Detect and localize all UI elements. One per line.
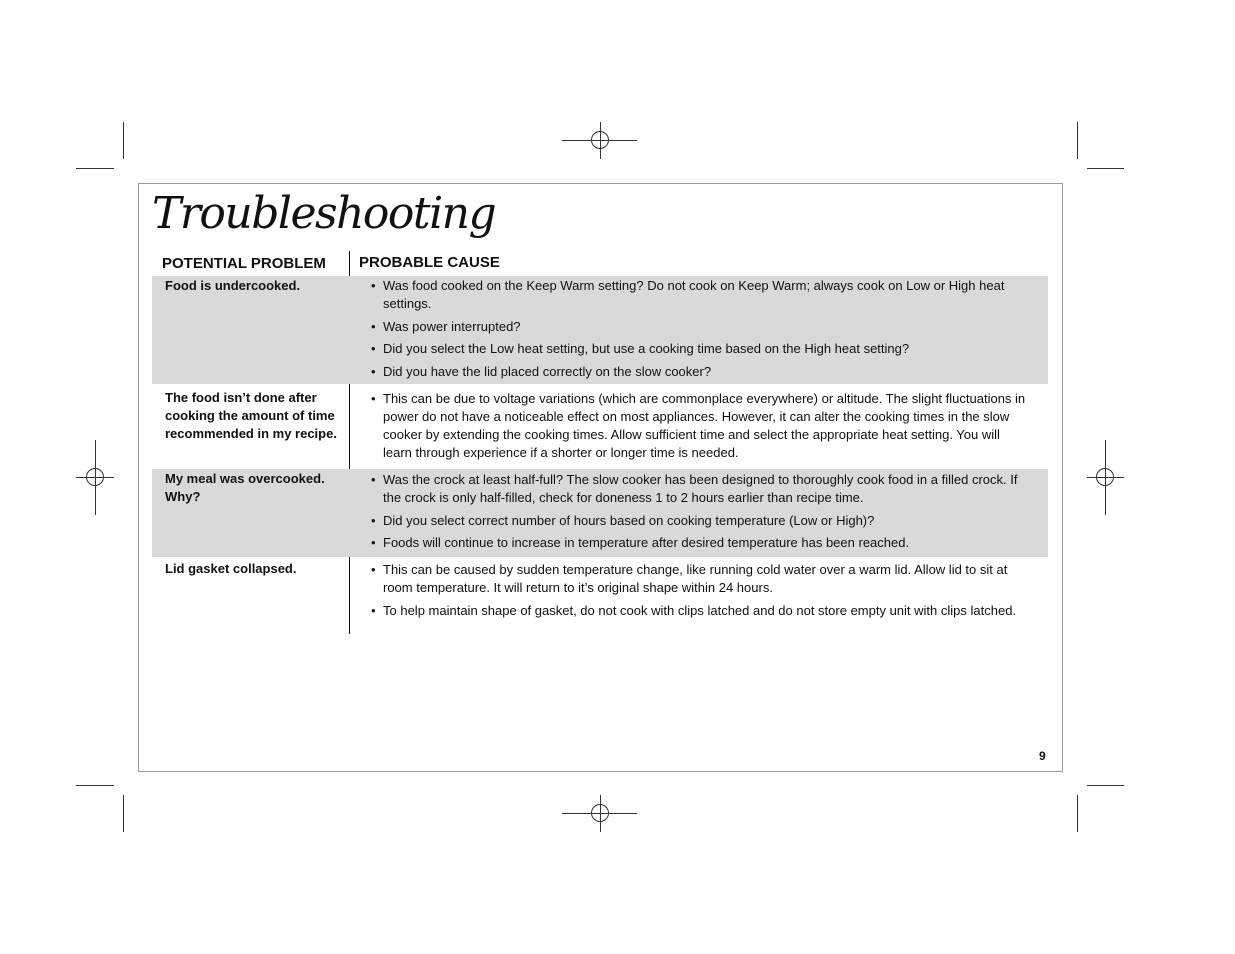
cause-item: • Did you have the lid placed correctly on the slow cooker? — [371, 363, 1026, 381]
crop-mark-bottom-right-horizontal — [1087, 785, 1124, 786]
header-probable-cause: PROBABLE CAUSE — [359, 254, 500, 271]
crop-mark-top-left-vertical — [123, 122, 124, 159]
problem-text: The food isn’t done after cooking the amount of time recommended in my recipe. — [165, 390, 337, 441]
crop-mark-top-right-horizontal — [1087, 168, 1124, 169]
problem-text: Food is undercooked. — [165, 278, 301, 293]
problem-text: My meal was overcooked. Why? — [165, 471, 325, 504]
page-number: 9 — [1039, 749, 1046, 763]
crop-mark-top-right-vertical — [1077, 122, 1078, 159]
header-potential-problem: POTENTIAL PROBLEM — [162, 255, 326, 272]
table-row — [152, 469, 1048, 557]
cause-list — [371, 277, 1026, 385]
cause-item: • Was power interrupted? — [371, 318, 1026, 336]
crop-mark-top-left-horizontal — [76, 168, 114, 169]
page-title: Troubleshooting — [152, 188, 496, 239]
problem-text: Lid gasket collapsed. — [165, 561, 297, 576]
cause-item: • Foods will continue to increase in temperature after desired temperature has been reached. — [371, 534, 1026, 552]
crop-mark-bottom-left-horizontal — [76, 785, 114, 786]
cause-list — [371, 390, 1026, 467]
table-row — [152, 276, 1048, 384]
crop-mark-bottom-right-vertical — [1077, 795, 1078, 832]
cause-item: • This can be due to voltage variations (which are commonplace everywhere) or altitude. The slight fluctuations in power do not have a noticeable effect on most appliances. However, it can alter the cooking times in the slow cooker by extending the cooking times. Allow sufficient time and select the appropriate heat setting. You will learn through experience if a shorter or longer time is needed. — [371, 390, 1026, 462]
cause-item: • Was food cooked on the Keep Warm setting? Do not cook on Keep Warm; always cook on Low or High heat settings. — [371, 277, 1026, 313]
cause-list — [371, 471, 1026, 557]
cause-item: • Did you select correct number of hours based on cooking temperature (Low or High)? — [371, 512, 1026, 530]
table-row — [152, 384, 1048, 469]
crop-mark-bottom-left-vertical — [123, 795, 124, 832]
cause-item: • This can be caused by sudden temperature change, like running cold water over a warm lid. Allow lid to sit at room temperature. It will return to it’s original shape within 24 hours. — [371, 561, 1026, 597]
cause-item: • To help maintain shape of gasket, do not cook with clips latched and do not store empty unit with clips latched. — [371, 602, 1026, 620]
cause-item: • Was the crock at least half-full? The slow cooker has been designed to thoroughly cook food in a filled crock. If the crock is only half-filled, check for doneness 1 to 2 hours earlier than recipe time. — [371, 471, 1026, 507]
cause-item: • Did you select the Low heat setting, but use a cooking time based on the High heat setting? — [371, 340, 1026, 358]
table-row — [152, 557, 1048, 637]
cause-list — [371, 561, 1026, 624]
